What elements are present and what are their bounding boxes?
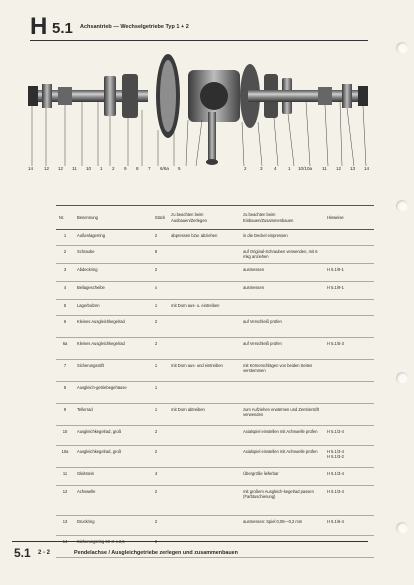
row-assembly: zum Aufziehen erwärmen und Zentrierstift verwenden (240, 404, 324, 426)
row-qty: 2 (152, 316, 168, 338)
row-assembly (240, 382, 324, 404)
row-hint (324, 230, 374, 246)
row-assembly: mit großem Ausgleich-kegelrad passen (Farbtuschierung) (240, 486, 324, 516)
row-name: Ausgleichkegelrad, groß (74, 426, 152, 446)
row-disassembly (168, 486, 240, 516)
footer-section-number: 5.1 (14, 546, 31, 560)
row-disassembly (168, 264, 240, 282)
parts-table (56, 205, 374, 558)
row-nr: 10 (56, 426, 74, 446)
table-row (56, 246, 374, 264)
row-qty: 8 (152, 246, 168, 264)
row-assembly: auf Verschleiß prüfen (240, 338, 324, 360)
row-name: Sicherungsring 60 ∅ x 2,5 (74, 536, 152, 558)
callout-label: 14 (28, 166, 34, 171)
row-name: Beilagescheibe (74, 282, 152, 300)
row-nr: 6a (56, 338, 74, 360)
row-name: Ausgleichkegelrad, groß (74, 446, 152, 468)
table-row (56, 486, 374, 516)
section-letter: H (30, 13, 48, 40)
column-header-name: Benennung (74, 206, 152, 230)
section-number: 5.1 (52, 20, 73, 37)
callout-label: 6/6a (160, 166, 169, 171)
row-disassembly (168, 468, 240, 486)
row-hint (324, 360, 374, 382)
table-row (56, 360, 374, 382)
row-name: Abdeckring (74, 264, 152, 282)
table-row (56, 282, 374, 300)
row-disassembly (168, 316, 240, 338)
row-name: Lagerbolzen (74, 300, 152, 316)
row-assembly: mit Körnerschlägen von beiden Seiten verstemmen (240, 360, 324, 382)
row-hint (324, 382, 374, 404)
diagram-callouts (0, 166, 414, 176)
row-qty: x (152, 282, 168, 300)
row-nr: 1 (56, 230, 74, 246)
callout-label: 7 (148, 166, 151, 171)
row-disassembly (168, 516, 240, 536)
row-qty: 2 (152, 230, 168, 246)
table-row (56, 426, 374, 446)
row-hint: H 5.1/3-4 (324, 426, 374, 446)
callout-label: 4 (274, 166, 277, 171)
punch-hole (396, 200, 408, 212)
column-header-qty: Stück (152, 206, 168, 230)
row-assembly: auf Original-Schrauben verwenden, mit 6 mkg anziehen (240, 246, 324, 264)
ring-gear-face (160, 60, 176, 132)
row-name: Tellerrad (74, 404, 152, 426)
row-hint: H 5.1/6-4 (324, 516, 374, 536)
table-row (56, 230, 374, 246)
row-nr: 8 (56, 382, 74, 404)
row-disassembly: abpressen bzw. abziehen (168, 230, 240, 246)
row-qty: 1 (152, 360, 168, 382)
table-row (56, 316, 374, 338)
left-circlip (28, 86, 38, 106)
row-nr: 3 (56, 264, 74, 282)
row-nr: 12 (56, 486, 74, 516)
row-assembly: auf Verschleiß prüfen (240, 316, 324, 338)
row-disassembly (168, 282, 240, 300)
table-row (56, 404, 374, 426)
page-header (30, 14, 370, 40)
row-assembly: ausmessen (240, 264, 324, 282)
lock-pin-head (206, 159, 218, 165)
callout-label: 10/10a (298, 166, 313, 171)
callout-label: 10 (86, 166, 92, 171)
row-hint: H 5.1/9-1 (324, 282, 374, 300)
row-nr: 9 (56, 404, 74, 426)
callout-label: 11 (322, 166, 327, 171)
callout-label: 5 (178, 166, 181, 171)
row-nr: 7 (56, 360, 74, 382)
row-qty: 1 (152, 300, 168, 316)
row-nr: 10a (56, 446, 74, 468)
table-row (56, 264, 374, 282)
row-hint (324, 246, 374, 264)
table-row (56, 382, 374, 404)
footer-rule (12, 541, 368, 542)
row-disassembly (168, 382, 240, 404)
page-title: Achsantrieb — Wechselgetriebe Typ 1 + 2 (80, 24, 189, 30)
exploded-view-diagram (28, 50, 368, 175)
column-header-disassembly: zu beachten beim Ausbauen/Zerlegen (168, 206, 240, 230)
header-rule (30, 40, 368, 41)
table-header-row (56, 206, 374, 230)
table-body (56, 230, 374, 558)
right-thrust-ring (342, 84, 352, 108)
table-row (56, 516, 374, 536)
callout-label: 12 (336, 166, 342, 171)
row-hint: H 5.1/9-1 (324, 264, 374, 282)
row-assembly: in die Deckel einpressen (240, 230, 324, 246)
row-name: Kleines Ausgleichkegelrad (74, 316, 152, 338)
callout-label: 12 (58, 166, 64, 171)
row-disassembly: mit Dorn abtreiben (168, 404, 240, 426)
callout-label: 14 (364, 166, 370, 171)
row-disassembly: mit Dorn aus- und eintreiben (168, 360, 240, 382)
row-assembly: ausmessen (240, 282, 324, 300)
row-nr: 6 (56, 316, 74, 338)
row-assembly: Axialspiel einstellen mit Achswelle prüfen (240, 426, 324, 446)
row-qty: 4 (152, 468, 168, 486)
row-name: Sicherungsstift (74, 360, 152, 382)
row-assembly (240, 300, 324, 316)
page-footer (14, 546, 374, 562)
row-qty: 2 (152, 446, 168, 468)
callout-label: 11 (72, 166, 77, 171)
left-thrust-ring (42, 84, 52, 108)
table-row (56, 468, 374, 486)
left-bearing-ring (122, 74, 138, 118)
housing-bore (200, 82, 228, 110)
left-slider (58, 87, 72, 105)
row-qty: 2 (152, 486, 168, 516)
callout-label: 13 (350, 166, 356, 171)
callout-label: 9 (124, 166, 127, 171)
row-hint (324, 300, 374, 316)
row-name: Achswelle (74, 486, 152, 516)
row-qty: 2 (152, 338, 168, 360)
callout-label: 1 (288, 166, 291, 171)
row-nr: 2 (56, 246, 74, 264)
row-nr: 13 (56, 516, 74, 536)
row-disassembly: mit Dorn aus- u. eintreiben (168, 300, 240, 316)
row-name: Kleines Ausgleichkegelrad (74, 338, 152, 360)
callout-label: 3 (260, 166, 263, 171)
punch-hole (396, 522, 408, 534)
row-qty: 2 (152, 516, 168, 536)
row-assembly: Axialspiel einstellen mit Achswelle prüfen (240, 446, 324, 468)
row-name: Gleitstein (74, 468, 152, 486)
punch-hole (396, 372, 408, 384)
row-qty: 2 (152, 536, 168, 558)
row-name: Druckring (74, 516, 152, 536)
row-qty: 2 (152, 426, 168, 446)
table-row (56, 446, 374, 468)
row-qty: 1 (152, 404, 168, 426)
row-hint (324, 404, 374, 426)
row-hint: H 5.1/5-3 (324, 338, 374, 360)
lock-pin (208, 112, 216, 162)
footer-page-number: 2 - 2 (38, 550, 51, 556)
row-disassembly (168, 246, 240, 264)
row-disassembly (168, 446, 240, 468)
row-hint: H 5.1/3-4 (324, 468, 374, 486)
right-circlip (358, 86, 368, 106)
left-bearing (104, 76, 116, 116)
table-row (56, 300, 374, 316)
row-nr: 14 (56, 536, 74, 558)
row-assembly: ausmessen: Spiel 0,05—0,2 mm (240, 516, 324, 536)
row-disassembly (168, 338, 240, 360)
row-hint: H 5.1/3-4 (324, 486, 374, 516)
row-name: Schraube (74, 246, 152, 264)
row-nr: 11 (56, 468, 74, 486)
column-header-nr: Nr. (56, 206, 74, 230)
row-name: Ausgleich-getriebegehäuse (74, 382, 152, 404)
callout-label: 8 (136, 166, 139, 171)
row-qty: 1 (152, 382, 168, 404)
row-hint: H 5.1/3-4 H 5.1/3-2 (324, 446, 374, 468)
callout-label: 12 (44, 166, 50, 171)
row-disassembly (168, 426, 240, 446)
table-row (56, 338, 374, 360)
row-qty: 2 (152, 264, 168, 282)
row-name: Außenlagerring (74, 230, 152, 246)
row-assembly: Übergröße lieferbar (240, 468, 324, 486)
right-slider (318, 87, 332, 105)
column-header-hint: Hinweise (324, 206, 374, 230)
row-hint (324, 316, 374, 338)
callout-label: 2 (244, 166, 247, 171)
row-nr: 4 (56, 282, 74, 300)
callout-label: 1 (100, 166, 103, 171)
callout-label: 2 (112, 166, 115, 171)
row-nr: 5 (56, 300, 74, 316)
punch-hole (396, 42, 408, 54)
column-header-assembly: zu beachten beim Einbauen/Zusammenbauen (240, 206, 324, 230)
footer-title: Pendelachse / Ausgleichgetriebe zerlegen und zusammenbauen (74, 550, 238, 556)
